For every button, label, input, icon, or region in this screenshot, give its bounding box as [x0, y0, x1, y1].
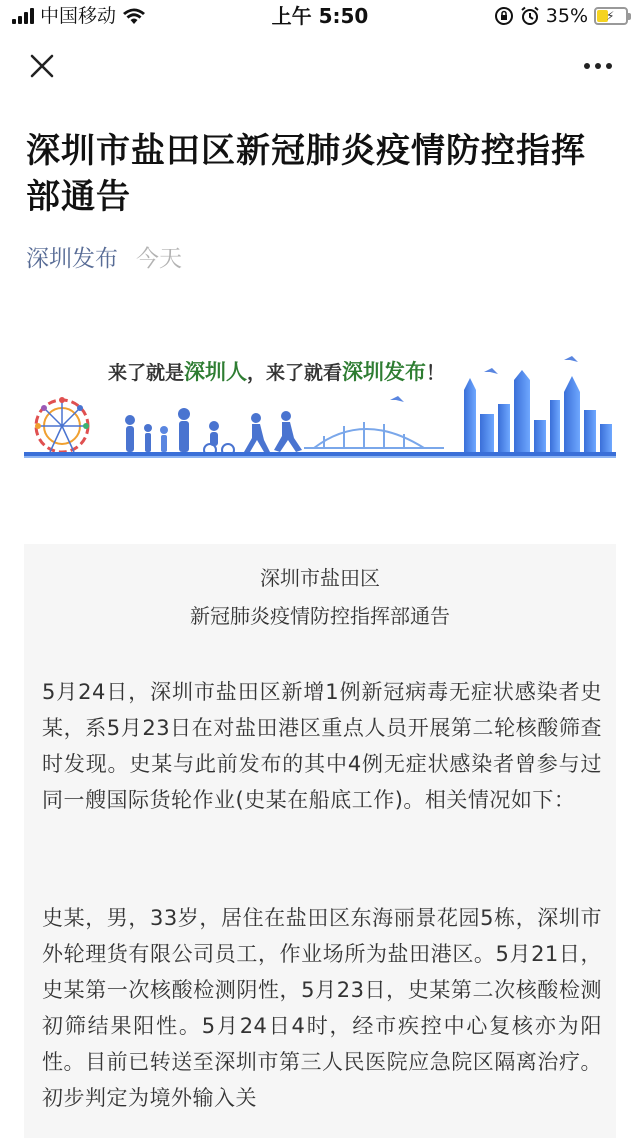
account-name-link[interactable]: 深圳发布 — [26, 246, 118, 272]
article-content — [24, 544, 616, 1138]
people-silhouettes — [125, 408, 302, 456]
charging-bolt-icon: ⚡ — [606, 9, 615, 23]
alarm-icon — [520, 6, 540, 26]
ferris-wheel-icon — [35, 397, 89, 452]
status-bar — [0, 0, 640, 34]
close-icon — [24, 48, 60, 84]
battery-icon — [594, 7, 628, 25]
more-button[interactable] — [578, 48, 618, 84]
more-icon-dot — [584, 63, 590, 69]
skyline-buildings — [464, 370, 612, 452]
more-icon-dot — [595, 63, 601, 69]
slogan-part: 来了就是 — [108, 362, 185, 384]
battery-percent: 35% — [545, 5, 588, 27]
banner-slogan — [108, 356, 445, 386]
status-right — [494, 5, 628, 27]
carrier-name: 中国移动 — [40, 5, 117, 27]
article-title: 深圳市盐田区新冠肺炎疫情防控指挥部通告 — [26, 131, 586, 217]
banner-image — [24, 340, 616, 466]
slogan-part: ，来了就看 — [247, 362, 343, 384]
slogan-part: ！ — [426, 362, 446, 384]
more-icon-dot — [606, 63, 612, 69]
article-meta — [26, 244, 182, 274]
paragraph: 史某，男，33岁，居住在盐田区东海丽景花园5栋，深圳市外轮理货有限公司员工，作业场所为盐田港区。5月21日，史某第一次核酸检测阴性，5月23日，史某第二次核酸检测初筛结果阳性。5月24日4时，经市疾控中心复核亦为阳性。目前已转送至深圳市第三人民医院应急院区隔离治疗。初步判定为境外输入关 — [42, 906, 602, 1110]
bridge-illustration — [304, 422, 444, 448]
paragraph: 5月24日，深圳市盐田区新增1例新冠病毒无症状感染者史某，系5月23日在对盐田港区重点人员开展第二轮核酸筛查时发现。史某与此前发布的其中4例无症状感染者曾参与过同一艘国际货轮作业(史某在船底工作)。相关情况如下： — [42, 680, 602, 812]
nav-bar — [0, 34, 640, 98]
content-heading-line1: 深圳市盐田区 — [260, 566, 380, 590]
content-heading-line2: 新冠肺炎疫情防控指挥部通告 — [190, 604, 450, 628]
close-button[interactable] — [24, 48, 60, 84]
orientation-lock-icon — [494, 6, 514, 26]
slogan-highlight: 深圳发布 — [342, 359, 427, 384]
status-time: 上午 5:50 — [271, 4, 369, 28]
slogan-highlight: 深圳人 — [184, 359, 248, 384]
publish-date: 今天 — [136, 246, 182, 272]
